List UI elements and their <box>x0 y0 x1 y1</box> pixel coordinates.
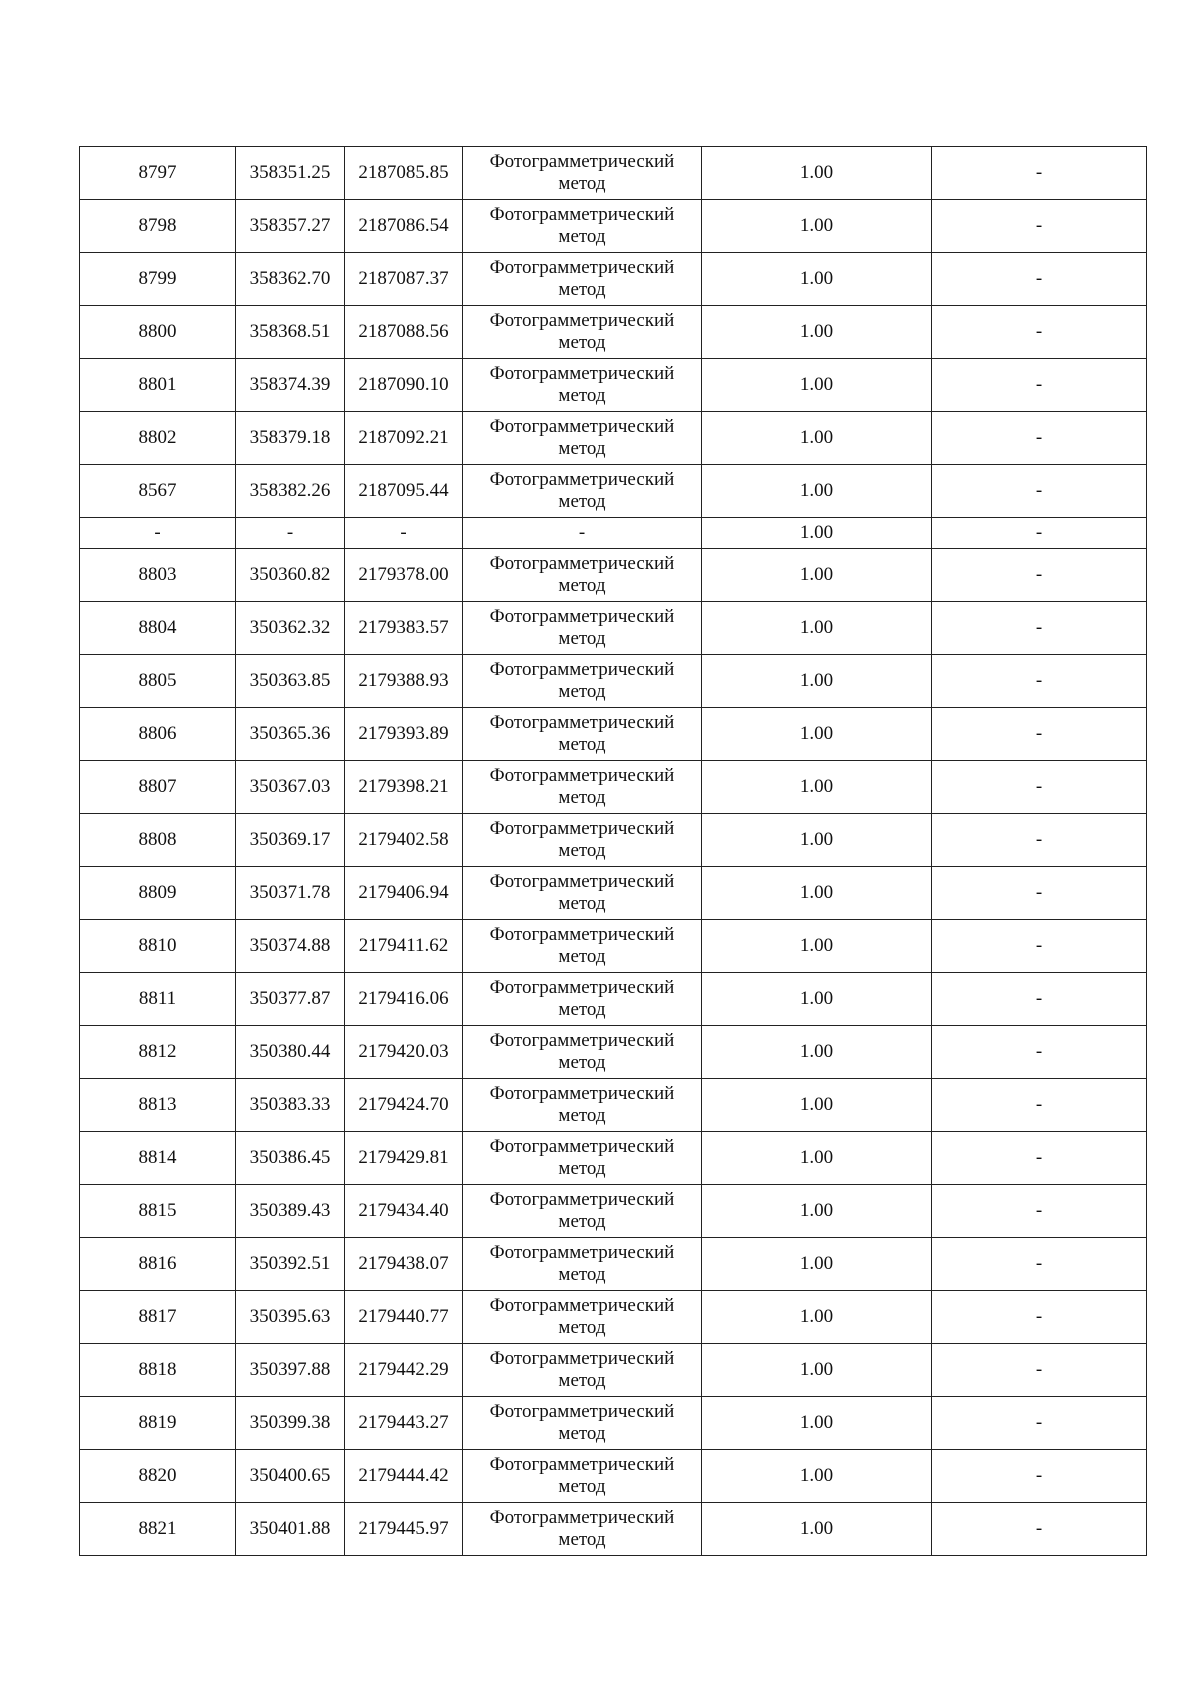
method-line-1: Фотограмметрический <box>489 416 675 437</box>
x-coordinate-cell: 358382.26 <box>236 465 345 518</box>
point-number-cell: 8819 <box>80 1397 236 1450</box>
accuracy-cell: 1.00 <box>702 518 932 549</box>
method-line-2: метод <box>558 1211 606 1232</box>
method-line-1: Фотограмметрический <box>489 1136 675 1157</box>
point-number-cell: 8807 <box>80 761 236 814</box>
accuracy-cell: 1.00 <box>702 973 932 1026</box>
table-row <box>80 814 1147 867</box>
x-coordinate-cell: 358374.39 <box>236 359 345 412</box>
method-line-1: Фотограмметрический <box>489 765 675 786</box>
method-line-1: Фотограмметрический <box>489 977 675 998</box>
point-number-cell: 8816 <box>80 1238 236 1291</box>
accuracy-cell: 1.00 <box>702 147 932 200</box>
x-coordinate-cell: 350383.33 <box>236 1079 345 1132</box>
point-number-cell: 8809 <box>80 867 236 920</box>
x-coordinate-cell: - <box>236 518 345 549</box>
x-coordinate-cell: 350360.82 <box>236 549 345 602</box>
method-cell <box>463 1291 702 1344</box>
method-cell <box>463 1503 702 1556</box>
method-line-2: метод <box>558 1529 606 1550</box>
table-row <box>80 1026 1147 1079</box>
method-cell <box>463 147 702 200</box>
y-coordinate-cell: - <box>345 518 463 549</box>
note-cell: - <box>932 359 1147 412</box>
y-coordinate-cell: 2179393.89 <box>345 708 463 761</box>
note-cell: - <box>932 867 1147 920</box>
table-row <box>80 1397 1147 1450</box>
table-row <box>80 1132 1147 1185</box>
y-coordinate-cell: 2179406.94 <box>345 867 463 920</box>
method-line-1: Фотограмметрический <box>489 151 675 172</box>
table-row <box>80 1079 1147 1132</box>
note-cell: - <box>932 602 1147 655</box>
note-cell: - <box>932 708 1147 761</box>
accuracy-cell: 1.00 <box>702 708 932 761</box>
table-row <box>80 1344 1147 1397</box>
method-cell <box>463 1397 702 1450</box>
point-number-cell: 8805 <box>80 655 236 708</box>
y-coordinate-cell: 2187085.85 <box>345 147 463 200</box>
x-coordinate-cell: 358379.18 <box>236 412 345 465</box>
note-cell: - <box>932 412 1147 465</box>
method-cell <box>463 253 702 306</box>
table-row <box>80 200 1147 253</box>
y-coordinate-cell: 2179445.97 <box>345 1503 463 1556</box>
method-cell <box>463 1185 702 1238</box>
method-line-1: Фотограмметрический <box>489 257 675 278</box>
accuracy-cell: 1.00 <box>702 412 932 465</box>
y-coordinate-cell: 2179398.21 <box>345 761 463 814</box>
method-cell <box>463 655 702 708</box>
x-coordinate-cell: 358362.70 <box>236 253 345 306</box>
method-line-2: метод <box>558 385 606 406</box>
accuracy-cell: 1.00 <box>702 602 932 655</box>
point-number-cell: - <box>80 518 236 549</box>
note-cell: - <box>932 306 1147 359</box>
y-coordinate-cell: 2179388.93 <box>345 655 463 708</box>
x-coordinate-cell: 350374.88 <box>236 920 345 973</box>
table-row <box>80 359 1147 412</box>
method-line-2: метод <box>558 226 606 247</box>
table-row <box>80 1291 1147 1344</box>
y-coordinate-cell: 2179424.70 <box>345 1079 463 1132</box>
method-line-1: Фотограмметрический <box>489 1242 675 1263</box>
method-cell <box>463 549 702 602</box>
note-cell: - <box>932 518 1147 549</box>
method-line-2: метод <box>558 1158 606 1179</box>
method-cell <box>463 200 702 253</box>
y-coordinate-cell: 2187086.54 <box>345 200 463 253</box>
point-number-cell: 8567 <box>80 465 236 518</box>
accuracy-cell: 1.00 <box>702 1397 932 1450</box>
point-number-cell: 8813 <box>80 1079 236 1132</box>
note-cell: - <box>932 1185 1147 1238</box>
point-number-cell: 8798 <box>80 200 236 253</box>
note-cell: - <box>932 1503 1147 1556</box>
method-line-1: Фотограмметрический <box>489 469 675 490</box>
method-cell <box>463 708 702 761</box>
note-cell: - <box>932 1291 1147 1344</box>
method-line-2: метод <box>558 840 606 861</box>
x-coordinate-cell: 350377.87 <box>236 973 345 1026</box>
y-coordinate-cell: 2187095.44 <box>345 465 463 518</box>
table-row <box>80 1185 1147 1238</box>
note-cell: - <box>932 1344 1147 1397</box>
note-cell: - <box>932 761 1147 814</box>
method-line-2: метод <box>558 628 606 649</box>
point-number-cell: 8800 <box>80 306 236 359</box>
method-cell <box>463 1026 702 1079</box>
accuracy-cell: 1.00 <box>702 549 932 602</box>
method-cell <box>463 867 702 920</box>
x-coordinate-cell: 350399.38 <box>236 1397 345 1450</box>
x-coordinate-cell: 350371.78 <box>236 867 345 920</box>
point-number-cell: 8806 <box>80 708 236 761</box>
x-coordinate-cell: 358351.25 <box>236 147 345 200</box>
accuracy-cell: 1.00 <box>702 920 932 973</box>
point-number-cell: 8811 <box>80 973 236 1026</box>
table-row <box>80 465 1147 518</box>
note-cell: - <box>932 253 1147 306</box>
accuracy-cell: 1.00 <box>702 761 932 814</box>
method-line-1: Фотограмметрический <box>489 204 675 225</box>
accuracy-cell: 1.00 <box>702 655 932 708</box>
y-coordinate-cell: 2187087.37 <box>345 253 463 306</box>
accuracy-cell: 1.00 <box>702 1132 932 1185</box>
table-row <box>80 253 1147 306</box>
point-number-cell: 8802 <box>80 412 236 465</box>
y-coordinate-cell: 2187092.21 <box>345 412 463 465</box>
method-line-1: Фотограмметрический <box>489 712 675 733</box>
method-cell <box>463 814 702 867</box>
x-coordinate-cell: 358357.27 <box>236 200 345 253</box>
y-coordinate-cell: 2187090.10 <box>345 359 463 412</box>
point-number-cell: 8820 <box>80 1450 236 1503</box>
table-row <box>80 549 1147 602</box>
y-coordinate-cell: 2179442.29 <box>345 1344 463 1397</box>
x-coordinate-cell: 358368.51 <box>236 306 345 359</box>
table-row <box>80 761 1147 814</box>
accuracy-cell: 1.00 <box>702 1450 932 1503</box>
accuracy-cell: 1.00 <box>702 1344 932 1397</box>
method-line-1: Фотограмметрический <box>489 1189 675 1210</box>
point-number-cell: 8818 <box>80 1344 236 1397</box>
y-coordinate-cell: 2179416.06 <box>345 973 463 1026</box>
table-row <box>80 973 1147 1026</box>
method-line-1: Фотограмметрический <box>489 659 675 680</box>
method-cell <box>463 973 702 1026</box>
y-coordinate-cell: 2179443.27 <box>345 1397 463 1450</box>
note-cell: - <box>932 655 1147 708</box>
table-row <box>80 602 1147 655</box>
accuracy-cell: 1.00 <box>702 1185 932 1238</box>
accuracy-cell: 1.00 <box>702 359 932 412</box>
note-cell: - <box>932 814 1147 867</box>
point-number-cell: 8799 <box>80 253 236 306</box>
note-cell: - <box>932 1026 1147 1079</box>
method-line-2: метод <box>558 1105 606 1126</box>
note-cell: - <box>932 147 1147 200</box>
note-cell: - <box>932 1238 1147 1291</box>
coordinates-table-body <box>80 147 1147 1556</box>
note-cell: - <box>932 549 1147 602</box>
x-coordinate-cell: 350367.03 <box>236 761 345 814</box>
table-row <box>80 920 1147 973</box>
method-line-2: метод <box>558 332 606 353</box>
y-coordinate-cell: 2179434.40 <box>345 1185 463 1238</box>
method-line-1: Фотограмметрический <box>489 1083 675 1104</box>
method-cell <box>463 1344 702 1397</box>
accuracy-cell: 1.00 <box>702 1291 932 1344</box>
method-line-2: метод <box>558 734 606 755</box>
method-cell <box>463 602 702 655</box>
accuracy-cell: 1.00 <box>702 1503 932 1556</box>
note-cell: - <box>932 973 1147 1026</box>
method-line-2: метод <box>558 575 606 596</box>
accuracy-cell: 1.00 <box>702 867 932 920</box>
table-row <box>80 147 1147 200</box>
method-line-2: метод <box>558 173 606 194</box>
accuracy-cell: 1.00 <box>702 1079 932 1132</box>
accuracy-cell: 1.00 <box>702 1026 932 1079</box>
point-number-cell: 8801 <box>80 359 236 412</box>
method-line-1: Фотограмметрический <box>489 1507 675 1528</box>
method-line-1: Фотограмметрический <box>489 363 675 384</box>
method-line-1: Фотограмметрический <box>489 924 675 945</box>
point-number-cell: 8797 <box>80 147 236 200</box>
y-coordinate-cell: 2187088.56 <box>345 306 463 359</box>
method-line-1: Фотограмметрический <box>489 553 675 574</box>
method-line-2: метод <box>558 491 606 512</box>
x-coordinate-cell: 350365.36 <box>236 708 345 761</box>
point-number-cell: 8812 <box>80 1026 236 1079</box>
note-cell: - <box>932 200 1147 253</box>
accuracy-cell: 1.00 <box>702 814 932 867</box>
method-line-1: Фотограмметрический <box>489 1401 675 1422</box>
y-coordinate-cell: 2179378.00 <box>345 549 463 602</box>
y-coordinate-cell: 2179383.57 <box>345 602 463 655</box>
method-line-2: метод <box>558 681 606 702</box>
accuracy-cell: 1.00 <box>702 306 932 359</box>
method-line-2: метод <box>558 1317 606 1338</box>
y-coordinate-cell: 2179438.07 <box>345 1238 463 1291</box>
table-row <box>80 306 1147 359</box>
x-coordinate-cell: 350392.51 <box>236 1238 345 1291</box>
table-row <box>80 655 1147 708</box>
y-coordinate-cell: 2179402.58 <box>345 814 463 867</box>
table-row <box>80 1450 1147 1503</box>
method-cell <box>463 1450 702 1503</box>
x-coordinate-cell: 350400.65 <box>236 1450 345 1503</box>
method-line-2: метод <box>558 893 606 914</box>
accuracy-cell: 1.00 <box>702 253 932 306</box>
method-cell <box>463 518 702 549</box>
method-cell <box>463 465 702 518</box>
note-cell: - <box>932 1079 1147 1132</box>
x-coordinate-cell: 350401.88 <box>236 1503 345 1556</box>
x-coordinate-cell: 350363.85 <box>236 655 345 708</box>
method-cell <box>463 920 702 973</box>
table-row <box>80 867 1147 920</box>
point-number-cell: 8803 <box>80 549 236 602</box>
method-line-1: Фотограмметрический <box>489 818 675 839</box>
x-coordinate-cell: 350386.45 <box>236 1132 345 1185</box>
accuracy-cell: 1.00 <box>702 465 932 518</box>
method-line-2: метод <box>558 1476 606 1497</box>
accuracy-cell: 1.00 <box>702 1238 932 1291</box>
x-coordinate-cell: 350380.44 <box>236 1026 345 1079</box>
note-cell: - <box>932 1450 1147 1503</box>
method-line-2: метод <box>558 1052 606 1073</box>
method-line-1: Фотограмметрический <box>489 310 675 331</box>
note-cell: - <box>932 920 1147 973</box>
x-coordinate-cell: 350395.63 <box>236 1291 345 1344</box>
accuracy-cell: 1.00 <box>702 200 932 253</box>
x-coordinate-cell: 350389.43 <box>236 1185 345 1238</box>
point-number-cell: 8808 <box>80 814 236 867</box>
method-cell <box>463 306 702 359</box>
y-coordinate-cell: 2179420.03 <box>345 1026 463 1079</box>
method-line-1: Фотограмметрический <box>489 1348 675 1369</box>
point-number-cell: 8810 <box>80 920 236 973</box>
y-coordinate-cell: 2179444.42 <box>345 1450 463 1503</box>
method-line-2: метод <box>558 1423 606 1444</box>
note-cell: - <box>932 1397 1147 1450</box>
method-cell <box>463 412 702 465</box>
table-row <box>80 708 1147 761</box>
method-line-1: Фотограмметрический <box>489 606 675 627</box>
table-row <box>80 1503 1147 1556</box>
y-coordinate-cell: 2179411.62 <box>345 920 463 973</box>
x-coordinate-cell: 350397.88 <box>236 1344 345 1397</box>
method-line-2: метод <box>558 438 606 459</box>
note-cell: - <box>932 1132 1147 1185</box>
x-coordinate-cell: 350362.32 <box>236 602 345 655</box>
y-coordinate-cell: 2179440.77 <box>345 1291 463 1344</box>
method-cell <box>463 359 702 412</box>
method-line-2: метод <box>558 1264 606 1285</box>
x-coordinate-cell: 350369.17 <box>236 814 345 867</box>
y-coordinate-cell: 2179429.81 <box>345 1132 463 1185</box>
method-line-2: метод <box>558 1370 606 1391</box>
method-line-2: метод <box>558 946 606 967</box>
coordinates-table <box>79 146 1147 1556</box>
method-line-1: Фотограмметрический <box>489 1295 675 1316</box>
method-line-2: метод <box>558 279 606 300</box>
note-cell: - <box>932 465 1147 518</box>
method-cell <box>463 1132 702 1185</box>
method-cell <box>463 1079 702 1132</box>
point-number-cell: 8814 <box>80 1132 236 1185</box>
table-row <box>80 518 1147 549</box>
point-number-cell: 8821 <box>80 1503 236 1556</box>
method-cell <box>463 1238 702 1291</box>
point-number-cell: 8804 <box>80 602 236 655</box>
table-row <box>80 1238 1147 1291</box>
point-number-cell: 8817 <box>80 1291 236 1344</box>
method-line-1: Фотограмметрический <box>489 1454 675 1475</box>
table-row <box>80 412 1147 465</box>
method-line-2: метод <box>558 787 606 808</box>
method-line-1: Фотограмметрический <box>489 1030 675 1051</box>
method-line-1: Фотограмметрический <box>489 871 675 892</box>
method-line-2: метод <box>558 999 606 1020</box>
point-number-cell: 8815 <box>80 1185 236 1238</box>
method-line-1: - <box>578 522 586 543</box>
method-cell <box>463 761 702 814</box>
